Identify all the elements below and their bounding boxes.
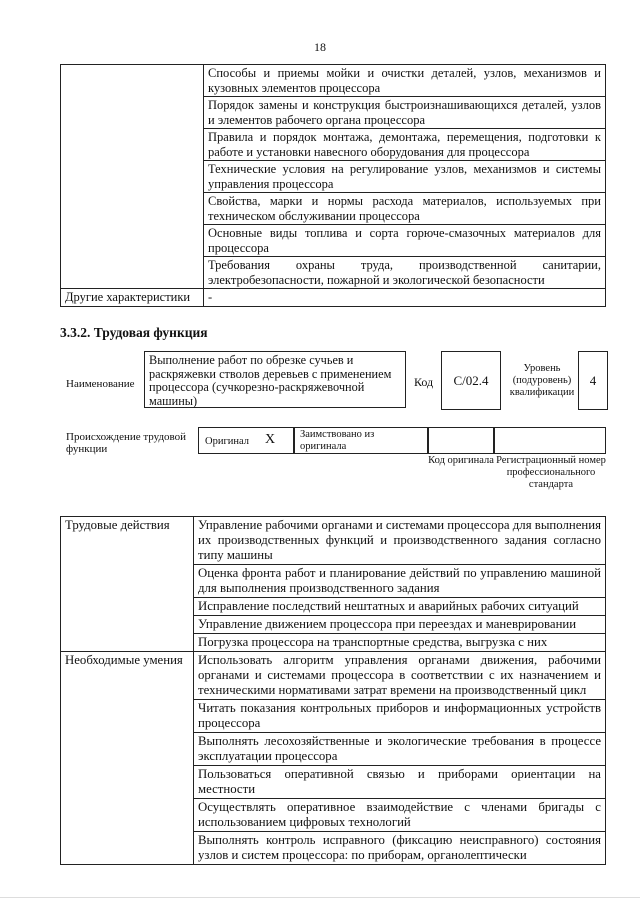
reg-number-caption: Регистрационный номер профессионального стандарта [496, 455, 606, 490]
knowledge-row: Основные виды топлива и сорта горюче-смазочных материалов для процессора [204, 225, 606, 257]
original-cell [198, 427, 294, 454]
code-original-caption: Код оригинала [428, 455, 494, 466]
skill-row: Читать показания контрольных приборов и информационных устройств процессора [194, 700, 606, 733]
labor-action-row: Оценка фронта работ и планирование действий по управлению машиной для выполнения производственного задания [194, 565, 606, 598]
labor-action-row: Исправление последствий нештатных и аварийных рабочих ситуаций [194, 598, 606, 616]
level-value-box: 4 [578, 351, 608, 410]
labor-action-row: Управление рабочими органами и системами процессора для выполнения их производственных функций и производственного задания согласно типу машины [194, 517, 606, 565]
section-heading: 3.3.2. Трудовая функция [60, 325, 208, 340]
knowledge-row: Свойства, марки и нормы расхода материалов, используемых при техническом обслуживании процессора [204, 193, 606, 225]
name-label: Наименование [66, 378, 135, 390]
level-label: Уровень (подуровень) квалификации [509, 363, 575, 398]
page-bottom-edge [0, 897, 640, 898]
required-skills-label: Необходимые умения [61, 652, 194, 865]
reg-number-cell [494, 427, 606, 454]
knowledge-row: Технические условия на регулирование узлов, механизмов и системы управления процессора [204, 161, 606, 193]
knowledge-row: Требования охраны труда, производственной санитарии, электробезопасности, пожарной и экологической безопасности [204, 257, 606, 289]
borrowed-cell: Заимствовано из оригинала [294, 427, 428, 454]
skill-row: Выполнять контроль исправного (фиксацию неисправного) состояния узлов и систем процессора: по приборам, органолептически [194, 832, 606, 865]
skill-row: Пользоваться оперативной связью и приборами ориентации на местности [194, 766, 606, 799]
original-label: Оригинал [205, 436, 249, 447]
origin-label: Происхождение трудовой функции [66, 431, 187, 455]
other-characteristics-value: - [204, 289, 606, 307]
knowledge-row: Правила и порядок монтажа, демонтажа, перемещения, подготовки к работе и установки навесного оборудования для процессора [204, 129, 606, 161]
skill-row: Использовать алгоритм управления органами движения, рабочими органами и системами процессора в соответствии с их назначением и техническими нормативами затрат времени на производственный цикл [194, 652, 606, 700]
skill-row: Выполнять лесохозяйственные и экологические требования в процессе эксплуатации процессора [194, 733, 606, 766]
knowledge-row: Способы и приемы мойки и очистки деталей, узлов, механизмов и кузовных элементов процессора [204, 65, 606, 97]
knowledge-table [60, 64, 606, 307]
page-number: 18 [314, 40, 326, 54]
labor-action-row: Погрузка процессора на транспортные средства, выгрузка с них [194, 634, 606, 652]
actions-skills-table [60, 516, 606, 865]
labor-actions-label: Трудовые действия [61, 517, 194, 652]
original-mark: X [265, 432, 276, 447]
function-name-box: Выполнение работ по обрезке сучьев и раскряжевки стволов деревьев с применением процессора (сучкорезно-раскряжевочной машины) [144, 351, 406, 408]
code-original-cell [428, 427, 494, 454]
code-value-box: С/02.4 [441, 351, 501, 410]
knowledge-label-cell [61, 65, 204, 289]
other-characteristics-label: Другие характеристики [61, 289, 204, 307]
knowledge-row: Порядок замены и конструкция быстроизнашивающихся деталей, узлов и элементов рабочего органа процессора [204, 97, 606, 129]
code-label: Код [414, 375, 434, 389]
labor-action-row: Управление движением процессора при переездах и маневрировании [194, 616, 606, 634]
skill-row: Осуществлять оперативное взаимодействие с членами бригады с использованием цифровых технологий [194, 799, 606, 832]
